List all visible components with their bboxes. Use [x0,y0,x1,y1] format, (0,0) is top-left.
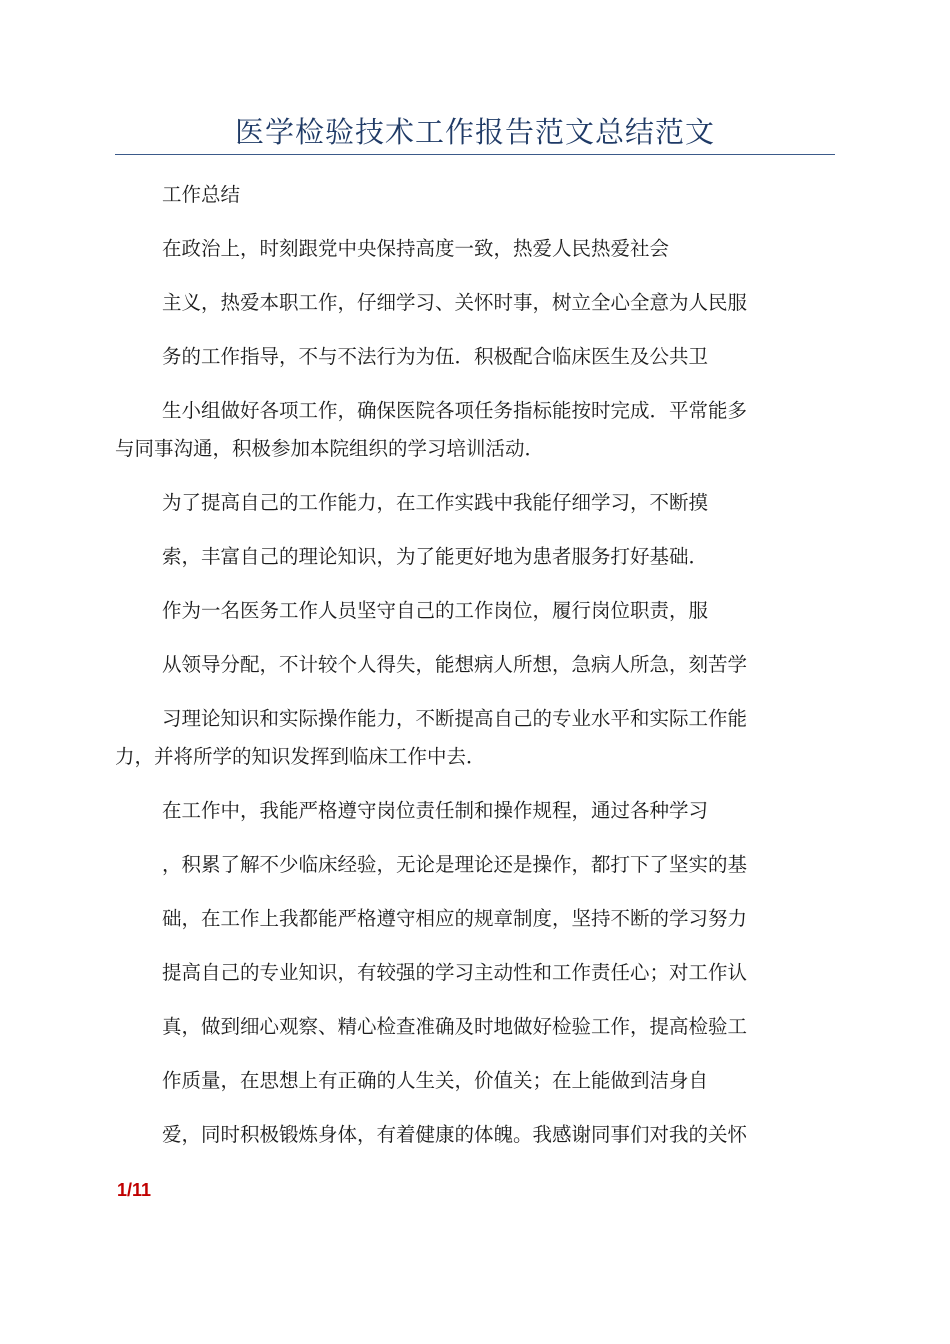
paragraph-line: 础，在工作上我都能严格遵守相应的规章制度，坚持不断的学习努力 [162,907,748,930]
paragraph-line: 在工作中，我能严格遵守岗位责任制和操作规程，通过各种学习 [162,799,709,822]
paragraph [115,700,835,776]
document-title: 医学检验技术工作报告范文总结范文 [234,115,715,149]
paragraph-line: 工作总结 [162,183,241,206]
paragraph-line: 在政治上，时刻跟党中央保持高度一致，热爱人民热爱社会 [162,237,670,260]
paragraph-line: 生小组做好各项工作，确保医院各项任务指标能按时完成．平常能多 [162,399,748,422]
paragraph [115,646,835,684]
paragraph-line: 与同事沟通，积极参加本院组织的学习培训活动． [115,437,545,460]
page-number: 1/11 [117,1180,152,1200]
paragraph-line: 从领导分配，不计较个人得失，能想病人所想，急病人所急，刻苦学 [162,653,748,676]
paragraph [115,1008,835,1046]
paragraph [115,484,835,522]
paragraph [115,176,835,214]
paragraph-line: 作为一名医务工作人员坚守自己的工作岗位，履行岗位职责，服 [162,599,709,622]
document-body [115,176,835,1170]
paragraph [115,900,835,938]
paragraph-line: ，积累了解不少临床经验，无论是理论还是操作，都打下了坚实的基 [162,853,748,876]
paragraph-line: 真，做到细心观察、精心检查准确及时地做好检验工作，提高检验工 [162,1015,748,1038]
paragraph-line: 爱，同时积极锻炼身体，有着健康的体魄。我感谢同事们对我的关怀 [162,1123,748,1146]
paragraph-line: 提高自己的专业知识，有较强的学习主动性和工作责任心；对工作认 [162,961,748,984]
paragraph [115,392,835,468]
paragraph [115,592,835,630]
paragraph [115,284,835,322]
paragraph [115,538,835,576]
paragraph [115,846,835,884]
paragraph-line: 主义，热爱本职工作，仔细学习、关怀时事，树立全心全意为人民服 [162,291,748,314]
paragraph [115,230,835,268]
paragraph [115,1116,835,1154]
paragraph-line: 作质量，在思想上有正确的人生关，价值关；在上能做到洁身自 [162,1069,709,1092]
paragraph-line: 力，并将所学的知识发挥到临床工作中去． [115,745,486,768]
paragraph [115,954,835,992]
paragraph-line: 索，丰富自己的理论知识，为了能更好地为患者服务打好基础． [162,545,709,568]
paragraph [115,792,835,830]
paragraph [115,1062,835,1100]
paragraph-line: 务的工作指导，不与不法行为为伍．积极配合临床医生及公共卫 [162,345,709,368]
paragraph [115,338,835,376]
paragraph-line: 习理论知识和实际操作能力，不断提高自己的专业水平和实际工作能 [162,707,748,730]
paragraph-line: 为了提高自己的工作能力，在工作实践中我能仔细学习，不断摸 [162,491,709,514]
title-underline [115,154,835,155]
